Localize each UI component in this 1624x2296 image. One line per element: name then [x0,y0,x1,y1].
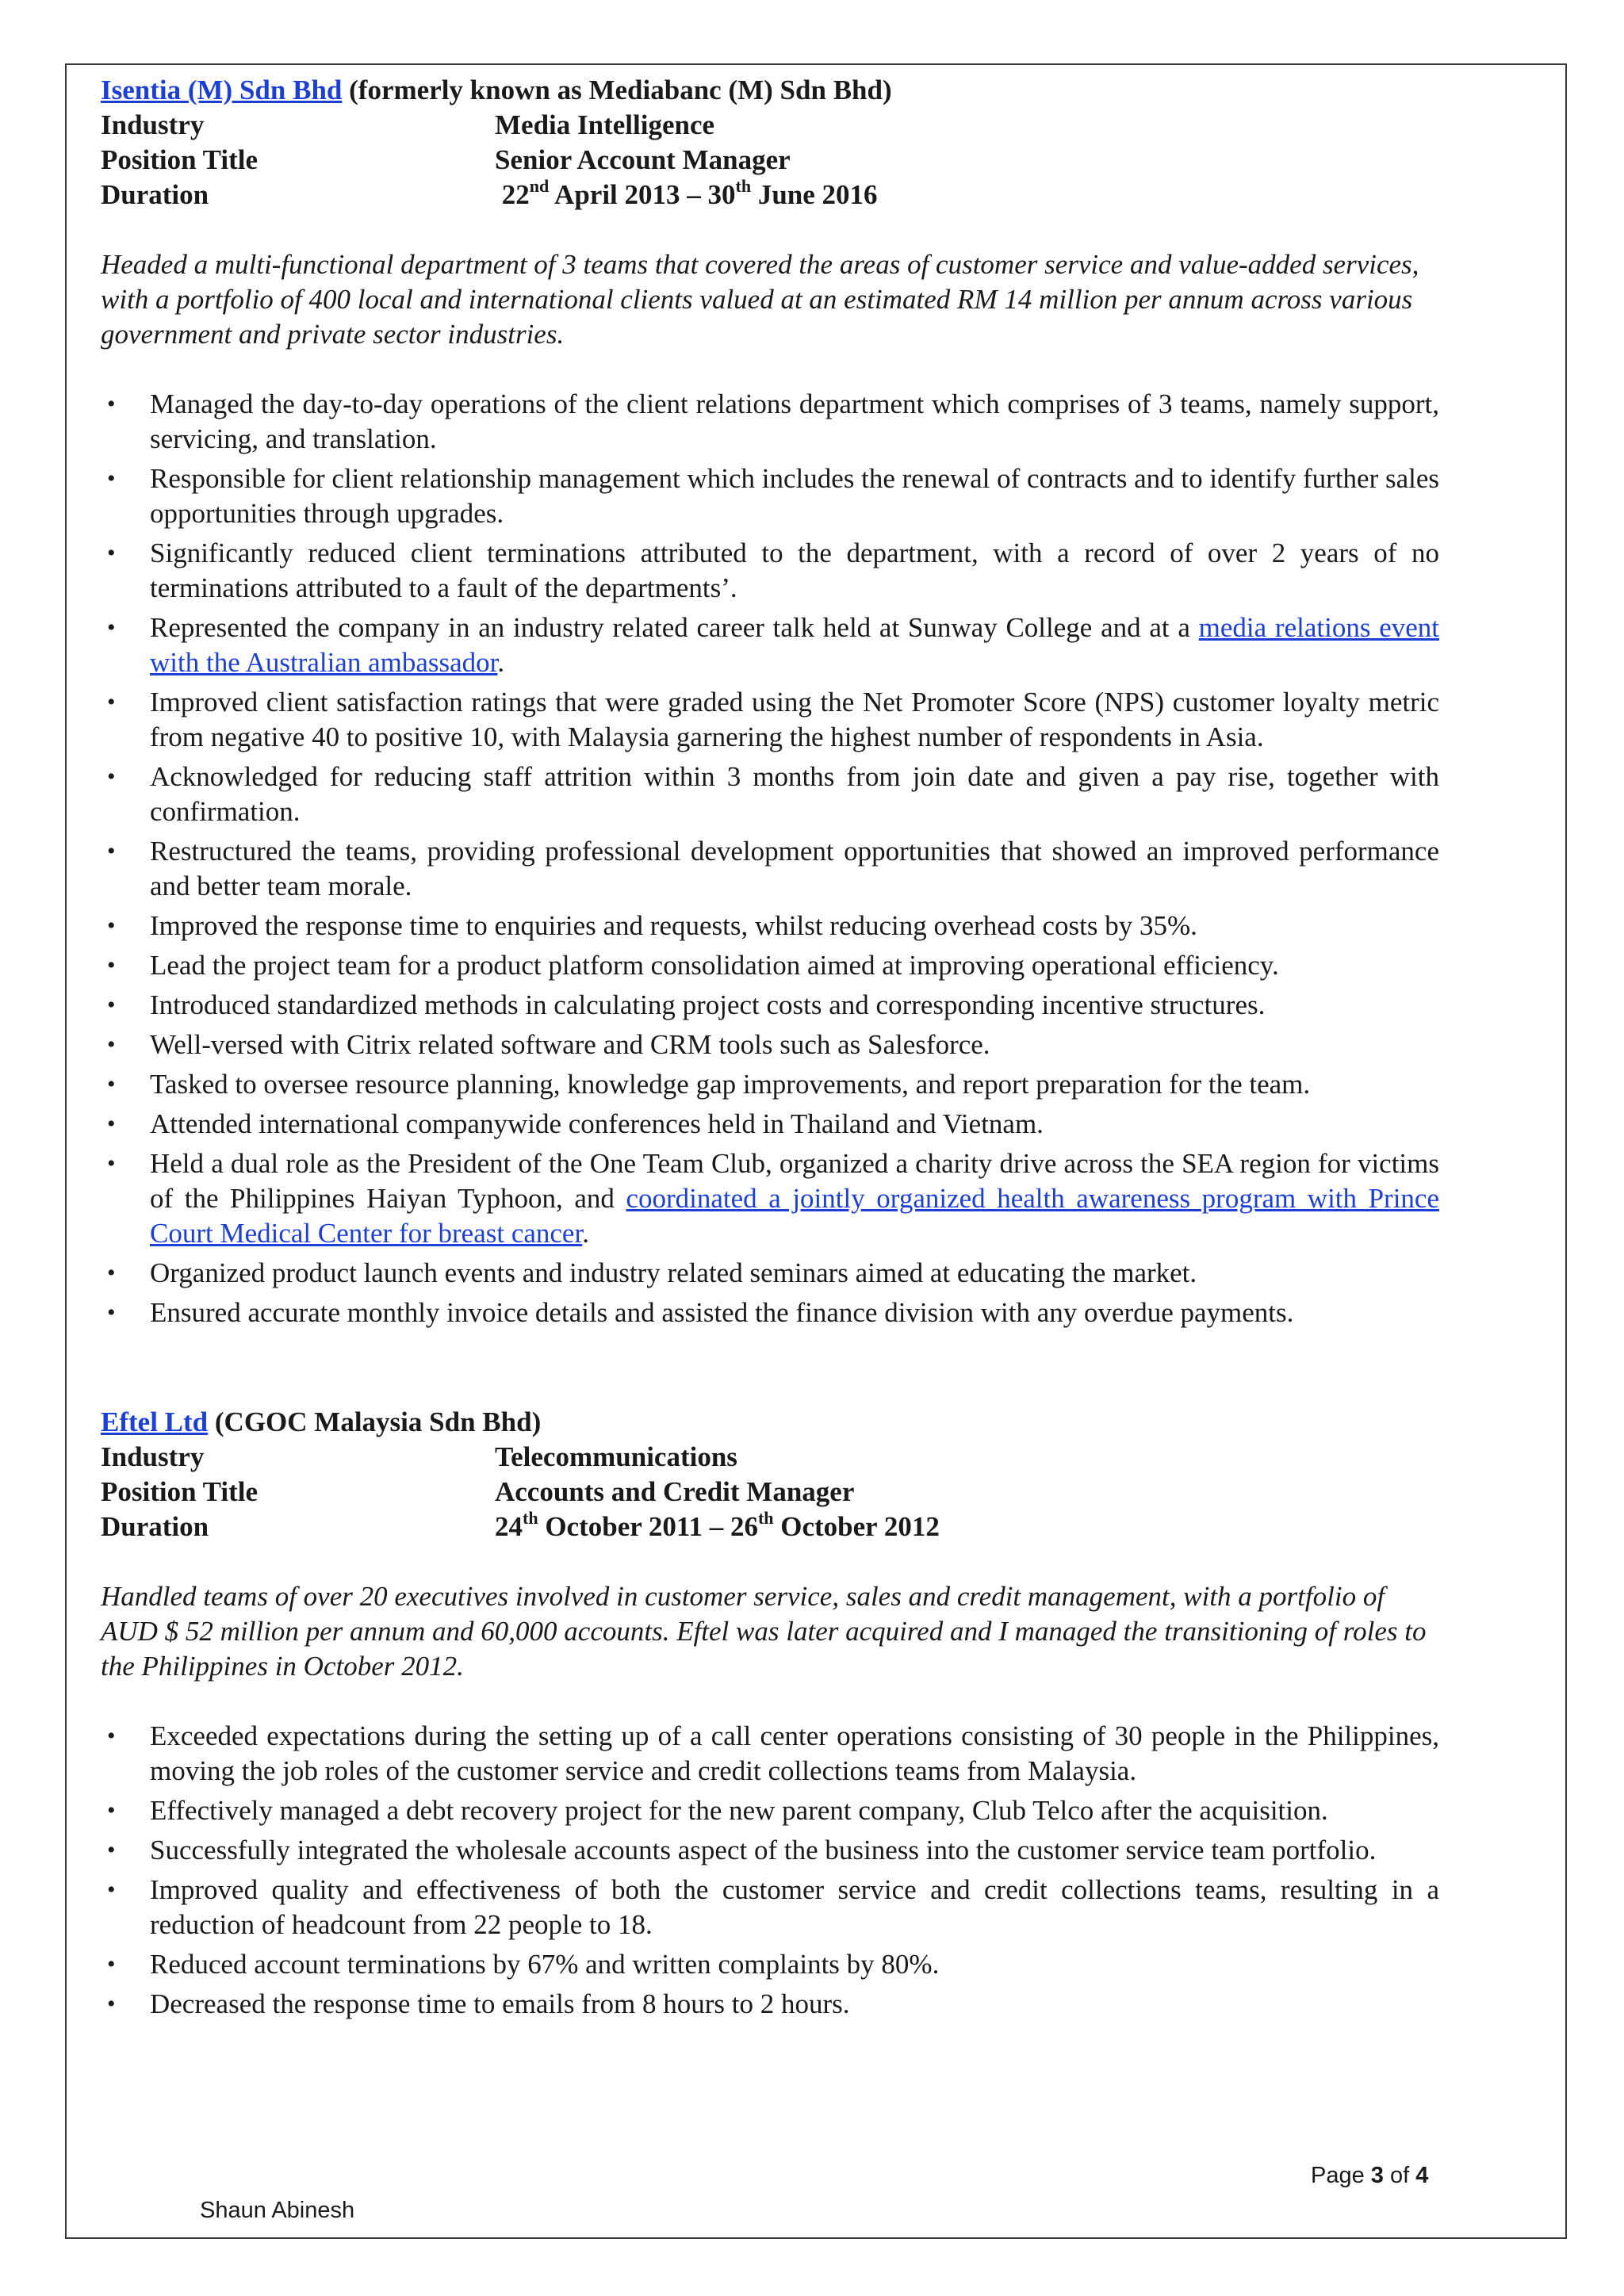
bullet-item [101,834,1439,904]
bullet-item [101,1873,1439,1942]
position-label: Position Title [101,144,259,175]
industry-label: Industry [101,1441,205,1472]
bullet-text-end: . [497,647,505,678]
bullet-item [101,1107,1439,1142]
bullet-item [101,988,1439,1023]
bullet-item [101,387,1439,457]
bullet-list [101,387,1439,1330]
company-link[interactable]: Isentia (M) Sdn Bhd [101,75,343,105]
bullet-item [101,1987,1439,2022]
duration-row [101,1510,1439,1544]
bullet-text: Well-versed with Citrix related software and CRM tools such as Salesforce. [150,1029,990,1060]
bullet-dot-icon: • [107,1991,116,2017]
company-former-name: (formerly known as Mediabanc (M) Sdn Bhd) [342,75,892,105]
bullet-text: Held a dual role as the President of the One Team Club, organized a charity drive across the SEA region for victims of the Philippines Haiyan Typhoon, and [150,1148,1439,1214]
position-row [101,143,1439,178]
duration-end-day: 30 [707,179,736,210]
bullet-item [101,1146,1439,1251]
bullet-dot-icon: • [107,992,116,1018]
bullet-item [101,948,1439,983]
bullet-dot-icon: • [107,540,116,566]
bullet-text: Restructured the teams, providing professional development opportunities that showed an improved performance and better team morale. [150,836,1439,901]
bullet-text: Represented the company in an industry related career talk held at Sunway College and at a [150,612,1199,643]
bullet-item [101,760,1439,829]
bullet-item [101,1947,1439,1982]
duration-start-sup: th [523,1508,538,1529]
bullet-dot-icon: • [107,1071,116,1097]
bullet-text: Managed the day-to-day operations of the client relations department which comprises of 3 teams, namely support, servicing, and translation. [150,388,1439,454]
duration-value [495,178,878,212]
bullet-item [101,610,1439,680]
footer-author-name: Shaun Abinesh [200,2198,355,2223]
page-of: of [1383,2163,1416,2188]
industry-value: Media Intelligence [495,109,715,140]
bullet-dot-icon: • [107,1797,116,1823]
bullet-dot-icon: • [107,1723,116,1749]
duration-row [101,178,1439,212]
bullet-text: Successfully integrated the wholesale accounts aspect of the business into the customer service team portfolio. [150,1835,1377,1866]
industry-row [101,108,1439,143]
job-section-isentia [101,73,1439,1330]
bullet-item [101,461,1439,531]
bullet-item [101,1793,1439,1828]
duration-end-day: 26 [730,1511,758,1542]
job-summary: Handled teams of over 20 executives involved in customer service, sales and credit management, with a portfolio of AUD $ 52 million per annum and 60,000 accounts. Eftel was later acquired and I managed the transitioning of roles to the Philippines in October 2012. [101,1581,1427,1682]
bullet-text: Attended international companywide conferences held in Thailand and Vietnam. [150,1108,1044,1139]
page-number [1311,2163,1428,2189]
company-heading [101,1405,1439,1440]
bullet-text: Lead the project team for a product platform consolidation aimed at improving operational efficiency. [150,950,1279,981]
bullet-dot-icon: • [107,1150,116,1177]
bullet-dot-icon: • [107,391,116,417]
bullet-item [101,1295,1439,1330]
bullet-text: Organized product launch events and industry related seminars aimed at educating the market. [150,1257,1197,1288]
bullet-dot-icon: • [107,838,116,864]
bullet-text-end: . [582,1218,589,1249]
bullet-dot-icon: • [107,1111,116,1137]
bullet-dot-icon: • [107,1299,116,1326]
company-former-name: (CGOC Malaysia Sdn Bhd) [208,1406,542,1437]
job-summary: Headed a multi-functional department of 3 teams that covered the areas of customer service and value-added services, with a portfolio of 400 local and international clients valued at an estimated RM 14 million per annum across various government and private sector industries. [101,249,1419,350]
bullet-text: Ensured accurate monthly invoice details and assisted the finance division with any overdue payments. [150,1297,1294,1328]
duration-label: Duration [101,179,209,210]
bullet-text: Exceeded expectations during the setting up of a call center operations consisting of 30 people in the Philippines, moving the job roles of the customer service and credit collections teams from Malaysia. [150,1720,1439,1786]
bullet-text: Improved client satisfaction ratings that were graded using the Net Promoter Score (NPS) customer loyalty metric from negative 40 to positive 10, with Malaysia garnering the highest number of respondents in Asia. [150,687,1439,752]
bullet-text: Introduced standardized methods in calculating project costs and corresponding incentive structures. [150,989,1266,1020]
bullet-item [101,685,1439,755]
duration-end-rest: October 2012 [773,1511,940,1542]
page-current: 3 [1370,2163,1384,2188]
bullet-dot-icon: • [107,952,116,978]
bullet-text: Effectively managed a debt recovery project for the new parent company, Club Telco after the acquisition. [150,1795,1328,1826]
bullet-dot-icon: • [107,1260,116,1286]
bullet-list [101,1719,1439,2022]
duration-start-day: 22 [501,179,530,210]
bullet-text: Decreased the response time to emails from 8 hours to 2 hours. [150,1988,850,2019]
duration-start-rest: October 2011 – [538,1511,730,1542]
bullet-text: Acknowledged for reducing staff attrition within 3 months from join date and given a pay rise, together with confirmation. [150,761,1439,827]
position-label: Position Title [101,1476,259,1507]
industry-label: Industry [101,109,205,140]
bullet-text: Improved quality and effectiveness of both the customer service and credit collections teams, resulting in a reduction of headcount from 22 people to 18. [150,1874,1439,1940]
bullet-dot-icon: • [107,1837,116,1863]
bullet-dot-icon: • [107,763,116,790]
bullet-item [101,536,1439,606]
page-prefix: Page [1311,2163,1371,2188]
position-row [101,1475,1439,1510]
position-value: Senior Account Manager [495,144,791,175]
resume-content [101,73,1439,2026]
bullet-item [101,1067,1439,1102]
bullet-dot-icon: • [107,1031,116,1058]
bullet-text: Tasked to oversee resource planning, knowledge gap improvements, and report preparation for the team. [150,1069,1311,1100]
position-value: Accounts and Credit Manager [495,1476,855,1507]
bullet-item [101,1833,1439,1868]
bullet-item [101,1027,1439,1062]
job-section-eftel [101,1405,1439,2022]
company-link[interactable]: Eftel Ltd [101,1406,209,1437]
bullet-text: Responsible for client relationship management which includes the renewal of contracts and to identify further sales opportunities through upgrades. [150,463,1440,529]
duration-start-sup: nd [529,176,550,197]
bullet-dot-icon: • [107,1877,116,1903]
bullet-dot-icon: • [107,1951,116,1977]
bullet-link[interactable]: media relations event with the Australian ambassador [150,612,1439,678]
page-total: 4 [1415,2163,1429,2188]
duration-start-rest: April 2013 – [549,179,708,210]
industry-row [101,1440,1439,1475]
bullet-text: Significantly reduced client terminations attributed to the department, with a record of over 2 years of no terminations attributed to a fault of the departments’. [150,538,1439,603]
bullet-dot-icon: • [107,913,116,939]
duration-end-rest: June 2016 [751,179,878,210]
bullet-text: Reduced account terminations by 67% and written complaints by 80%. [150,1949,940,1980]
duration-label: Duration [101,1511,209,1542]
bullet-link[interactable]: coordinated a jointly organized health awareness program with Prince Court Medical Center for breast cancer [150,1183,1439,1249]
bullet-item [101,1719,1439,1789]
duration-start-day: 24 [495,1511,523,1542]
duration-end-sup: th [757,1508,774,1529]
bullet-dot-icon: • [107,614,116,641]
duration-value [495,1510,940,1544]
company-heading [101,73,1439,108]
bullet-dot-icon: • [107,689,116,715]
duration-end-sup: th [735,176,752,197]
bullet-dot-icon: • [107,465,116,492]
industry-value: Telecommunications [495,1441,737,1472]
bullet-text: Improved the response time to enquiries and requests, whilst reducing overhead costs by 35%. [150,910,1197,941]
section-gap [101,1335,1439,1405]
bullet-item [101,1256,1439,1291]
bullet-item [101,909,1439,943]
